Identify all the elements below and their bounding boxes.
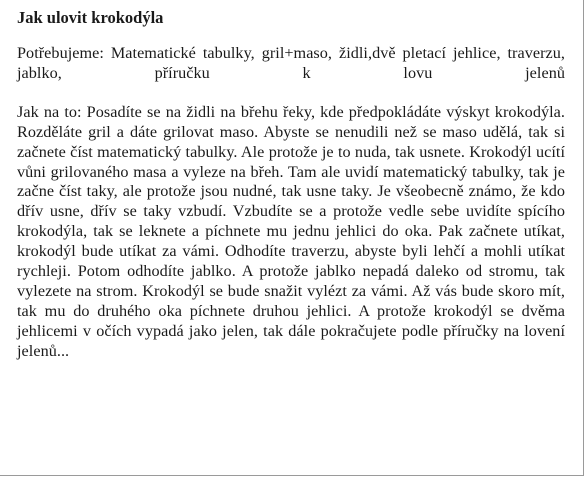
document-title: Jak ulovit krokodýla xyxy=(17,8,164,27)
paragraph-requirements: Potřebujeme: Matematické tabulky, gril+maso, židli,dvě pletací jehlice, traverzu, jablko, příručku k lovu jelenů xyxy=(17,44,565,82)
document-content xyxy=(17,8,565,362)
paragraph-instructions: Jak na to: Posadíte se na židli na břehu řeky, kde předpokládáte výskyt krokodýla. Rozděláte gril a dáte grilovat maso. Abyste se nenudili než se maso udělá, tak si začnete číst matematický tabulky. Ale protože je to nuda, tak usnete. Krokodýl ucítí vůni grilovaného masa a vyleze na břeh. Tam ale uvidí matematický tabulky, tak je začne číst taky, ale protože jsou nudné, tak usne taky. Je všeobecně známo, že kdo dřív usne, dřív se taky vzbudí. Vzbudíte se a protože vedle sebe uvidíte spícího krokodýla, tak se leknete a píchnete mu jednu jehlici do oka. Pak začnete utíkat, krokodýl bude utíkat za vámi. Odhodíte traverzu, abyste byli lehčí a mohli utíkat rychleji. Potom odhodíte jablko. A protože jablko nepadá daleko od stromu, tak vylezete na strom. Krokodýl se bude snažit vylézt za vámi. Až vás bude skoro mít, tak mu do druhého oka píchnete druhou jehlici. A protože krokodýl se dvěma jehlicemi v očích vypadá jako jelen, tak dále pokračujete podle příručky na lovení jelenů... xyxy=(17,102,565,360)
